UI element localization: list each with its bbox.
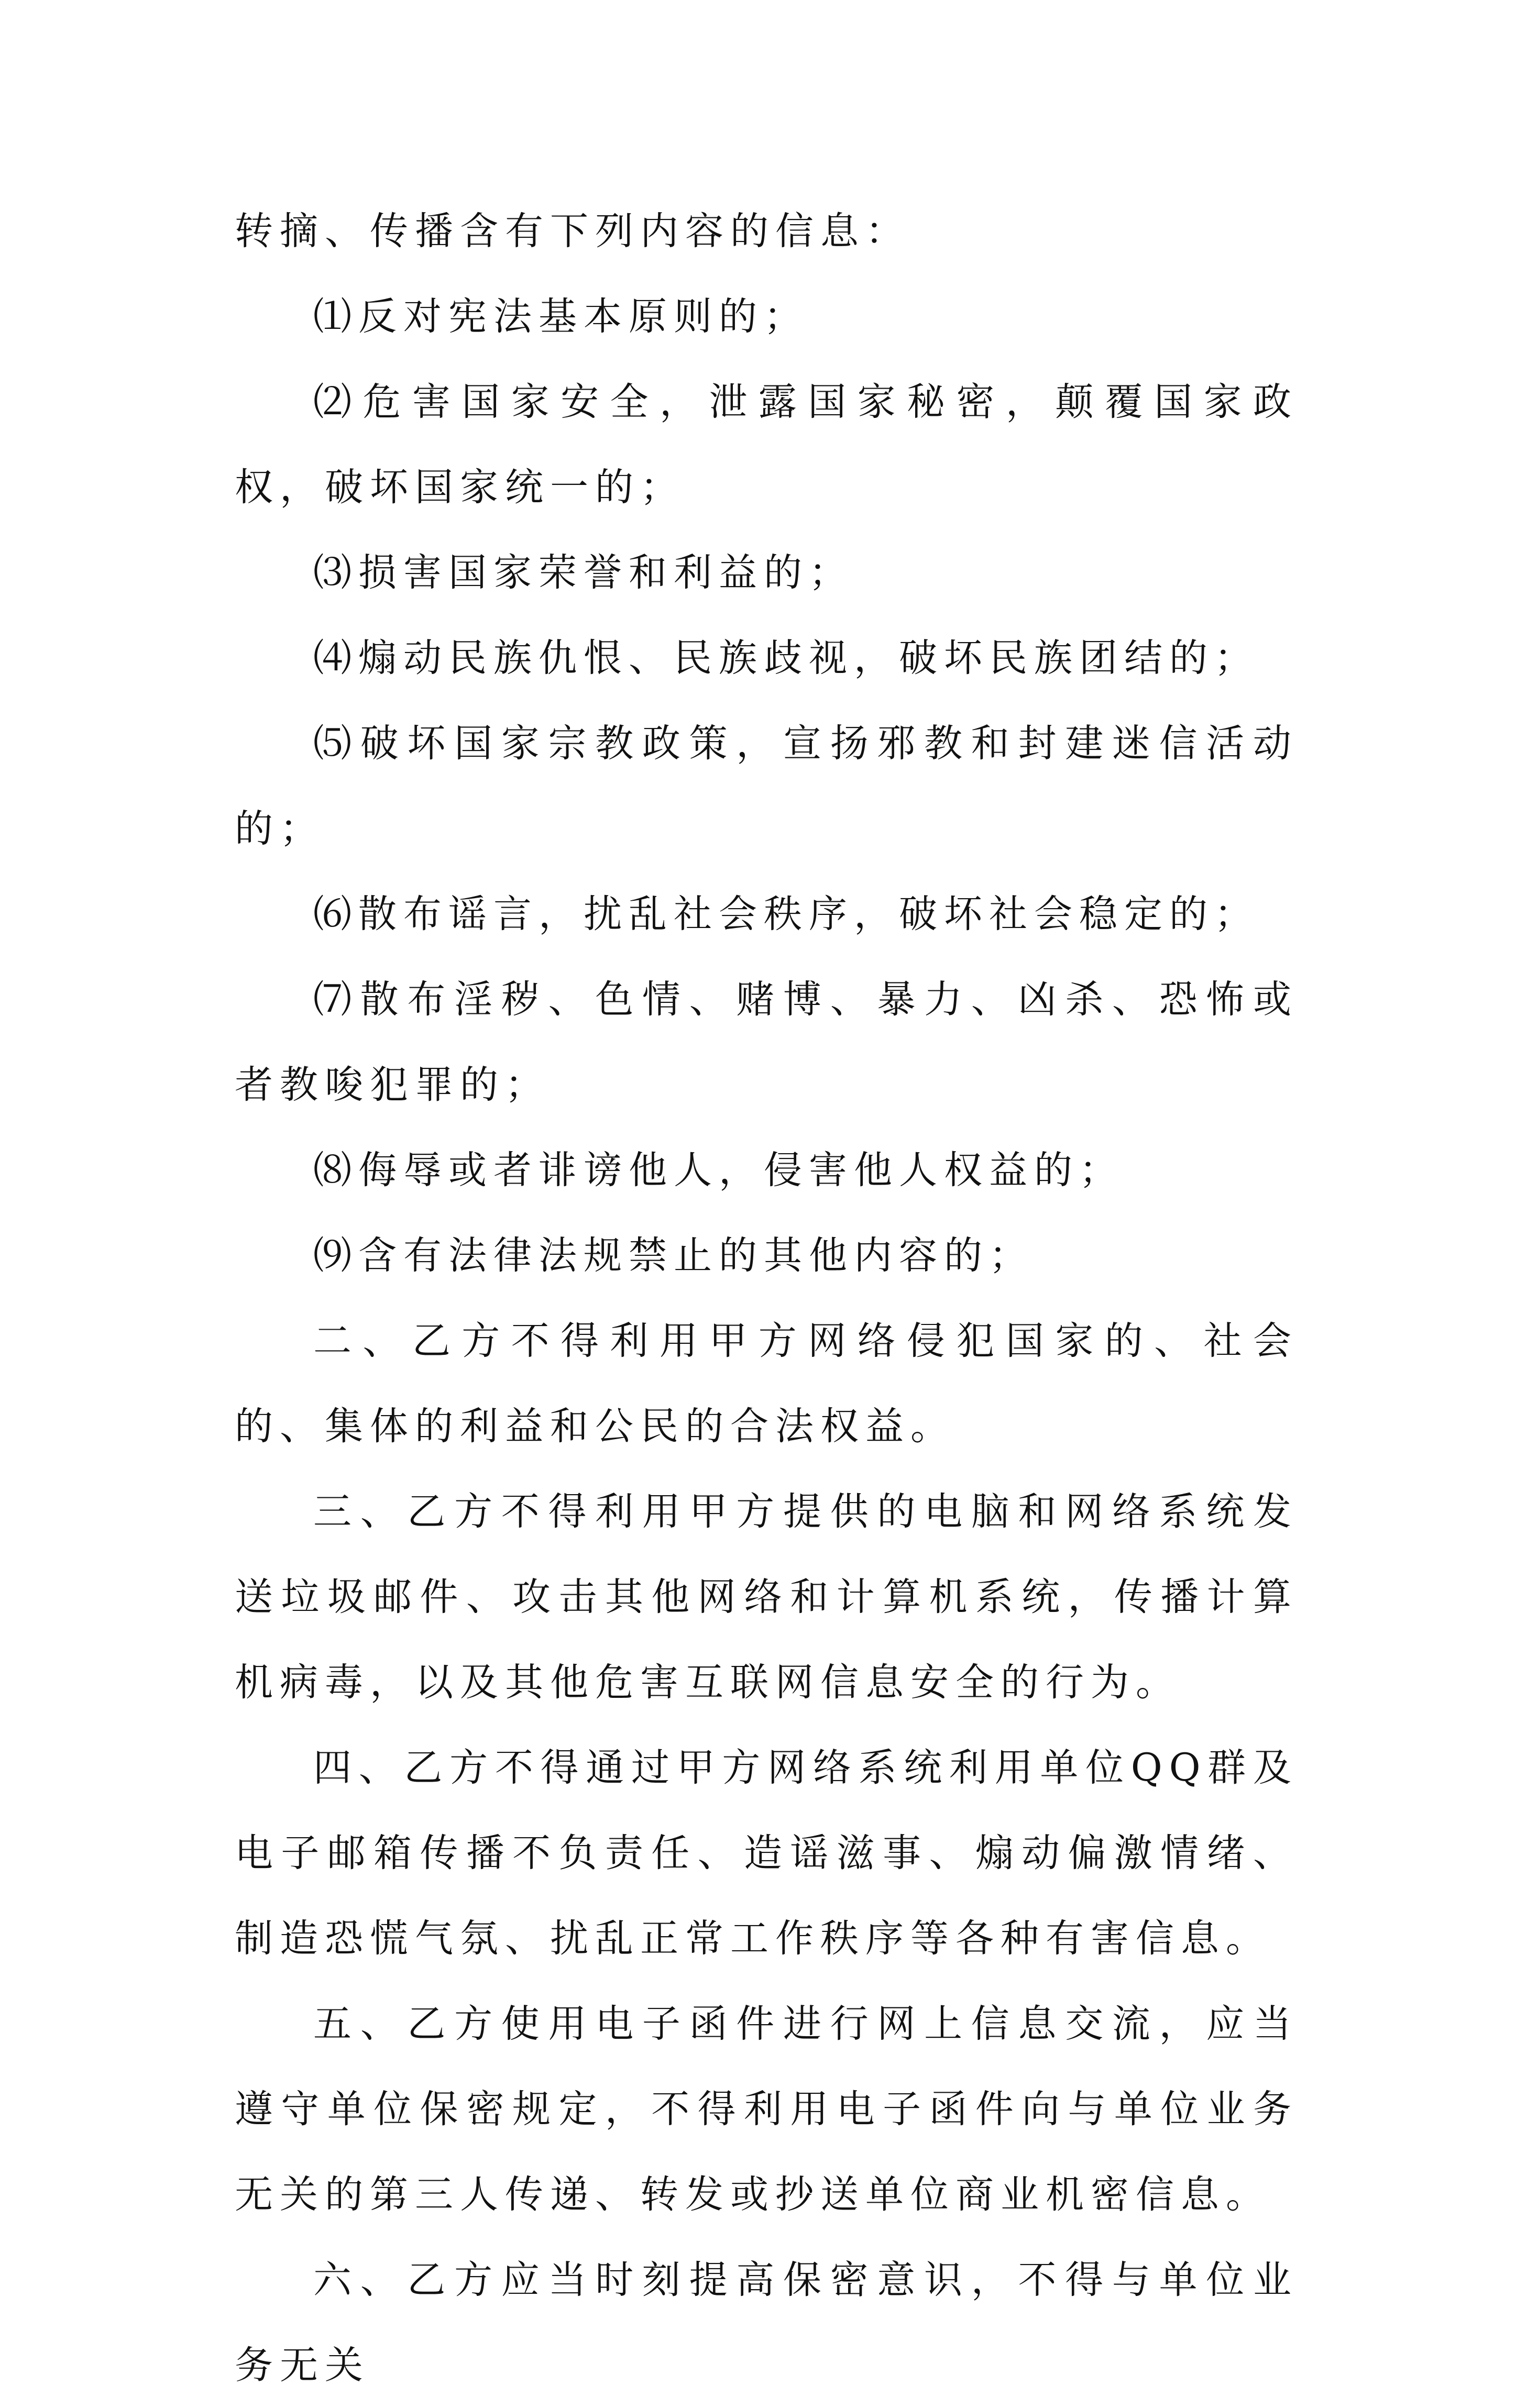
clause-4: 四、乙方不得通过甲方网络系统利用单位QQ群及电子邮箱传播不负责任、造谣滋事、煽动偏激情绪、制造恐慌气氛、扰乱正常工作秩序等各种有害信息。 <box>235 1746 1298 1961</box>
list-item-8: ⑻侮辱或者诽谤他人，侵害他人权益的； <box>313 1148 1124 1192</box>
list-item-9: ⑼含有法律法规禁止的其他内容的； <box>313 1233 1034 1278</box>
document-body <box>235 189 1298 2408</box>
clause-6: 六、乙方应当时刻提高保密意识，不得与单位业务无关 <box>235 2258 1298 2388</box>
list-item-1: ⑴反对宪法基本原则的； <box>313 294 809 339</box>
list-item-6: ⑹散布谣言，扰乱社会秩序，破坏社会稳定的； <box>313 892 1259 936</box>
list-item-5: ⑸破坏国家宗教政策，宣扬邪教和封建迷信活动的； <box>235 721 1298 851</box>
list-item-7: ⑺散布淫秽、色情、赌博、暴力、凶杀、恐怖或者教唆犯罪的； <box>235 977 1298 1107</box>
clause-2: 二、乙方不得利用甲方网络侵犯国家的、社会的、集体的利益和公民的合法权益。 <box>235 1319 1298 1449</box>
list-item-3: ⑶损害国家荣誉和利益的； <box>313 550 854 595</box>
paragraph-continuation: 转摘、传播含有下列内容的信息： <box>235 209 910 253</box>
list-item-4: ⑷煽动民族仇恨、民族歧视，破坏民族团结的； <box>313 636 1259 680</box>
clause-3: 三、乙方不得利用甲方提供的电脑和网络系统发送垃圾邮件、攻击其他网络和计算机系统，传播计算机病毒，以及其他危害互联网信息安全的行为。 <box>235 1489 1298 1705</box>
list-item-2: ⑵危害国家安全，泄露国家秘密，颠覆国家政权，破坏国家统一的； <box>235 380 1298 510</box>
clause-5: 五、乙方使用电子函件进行网上信息交流，应当遵守单位保密规定，不得利用电子函件向与单位业务无关的第三人传递、转发或抄送单位商业机密信息。 <box>235 2002 1298 2217</box>
